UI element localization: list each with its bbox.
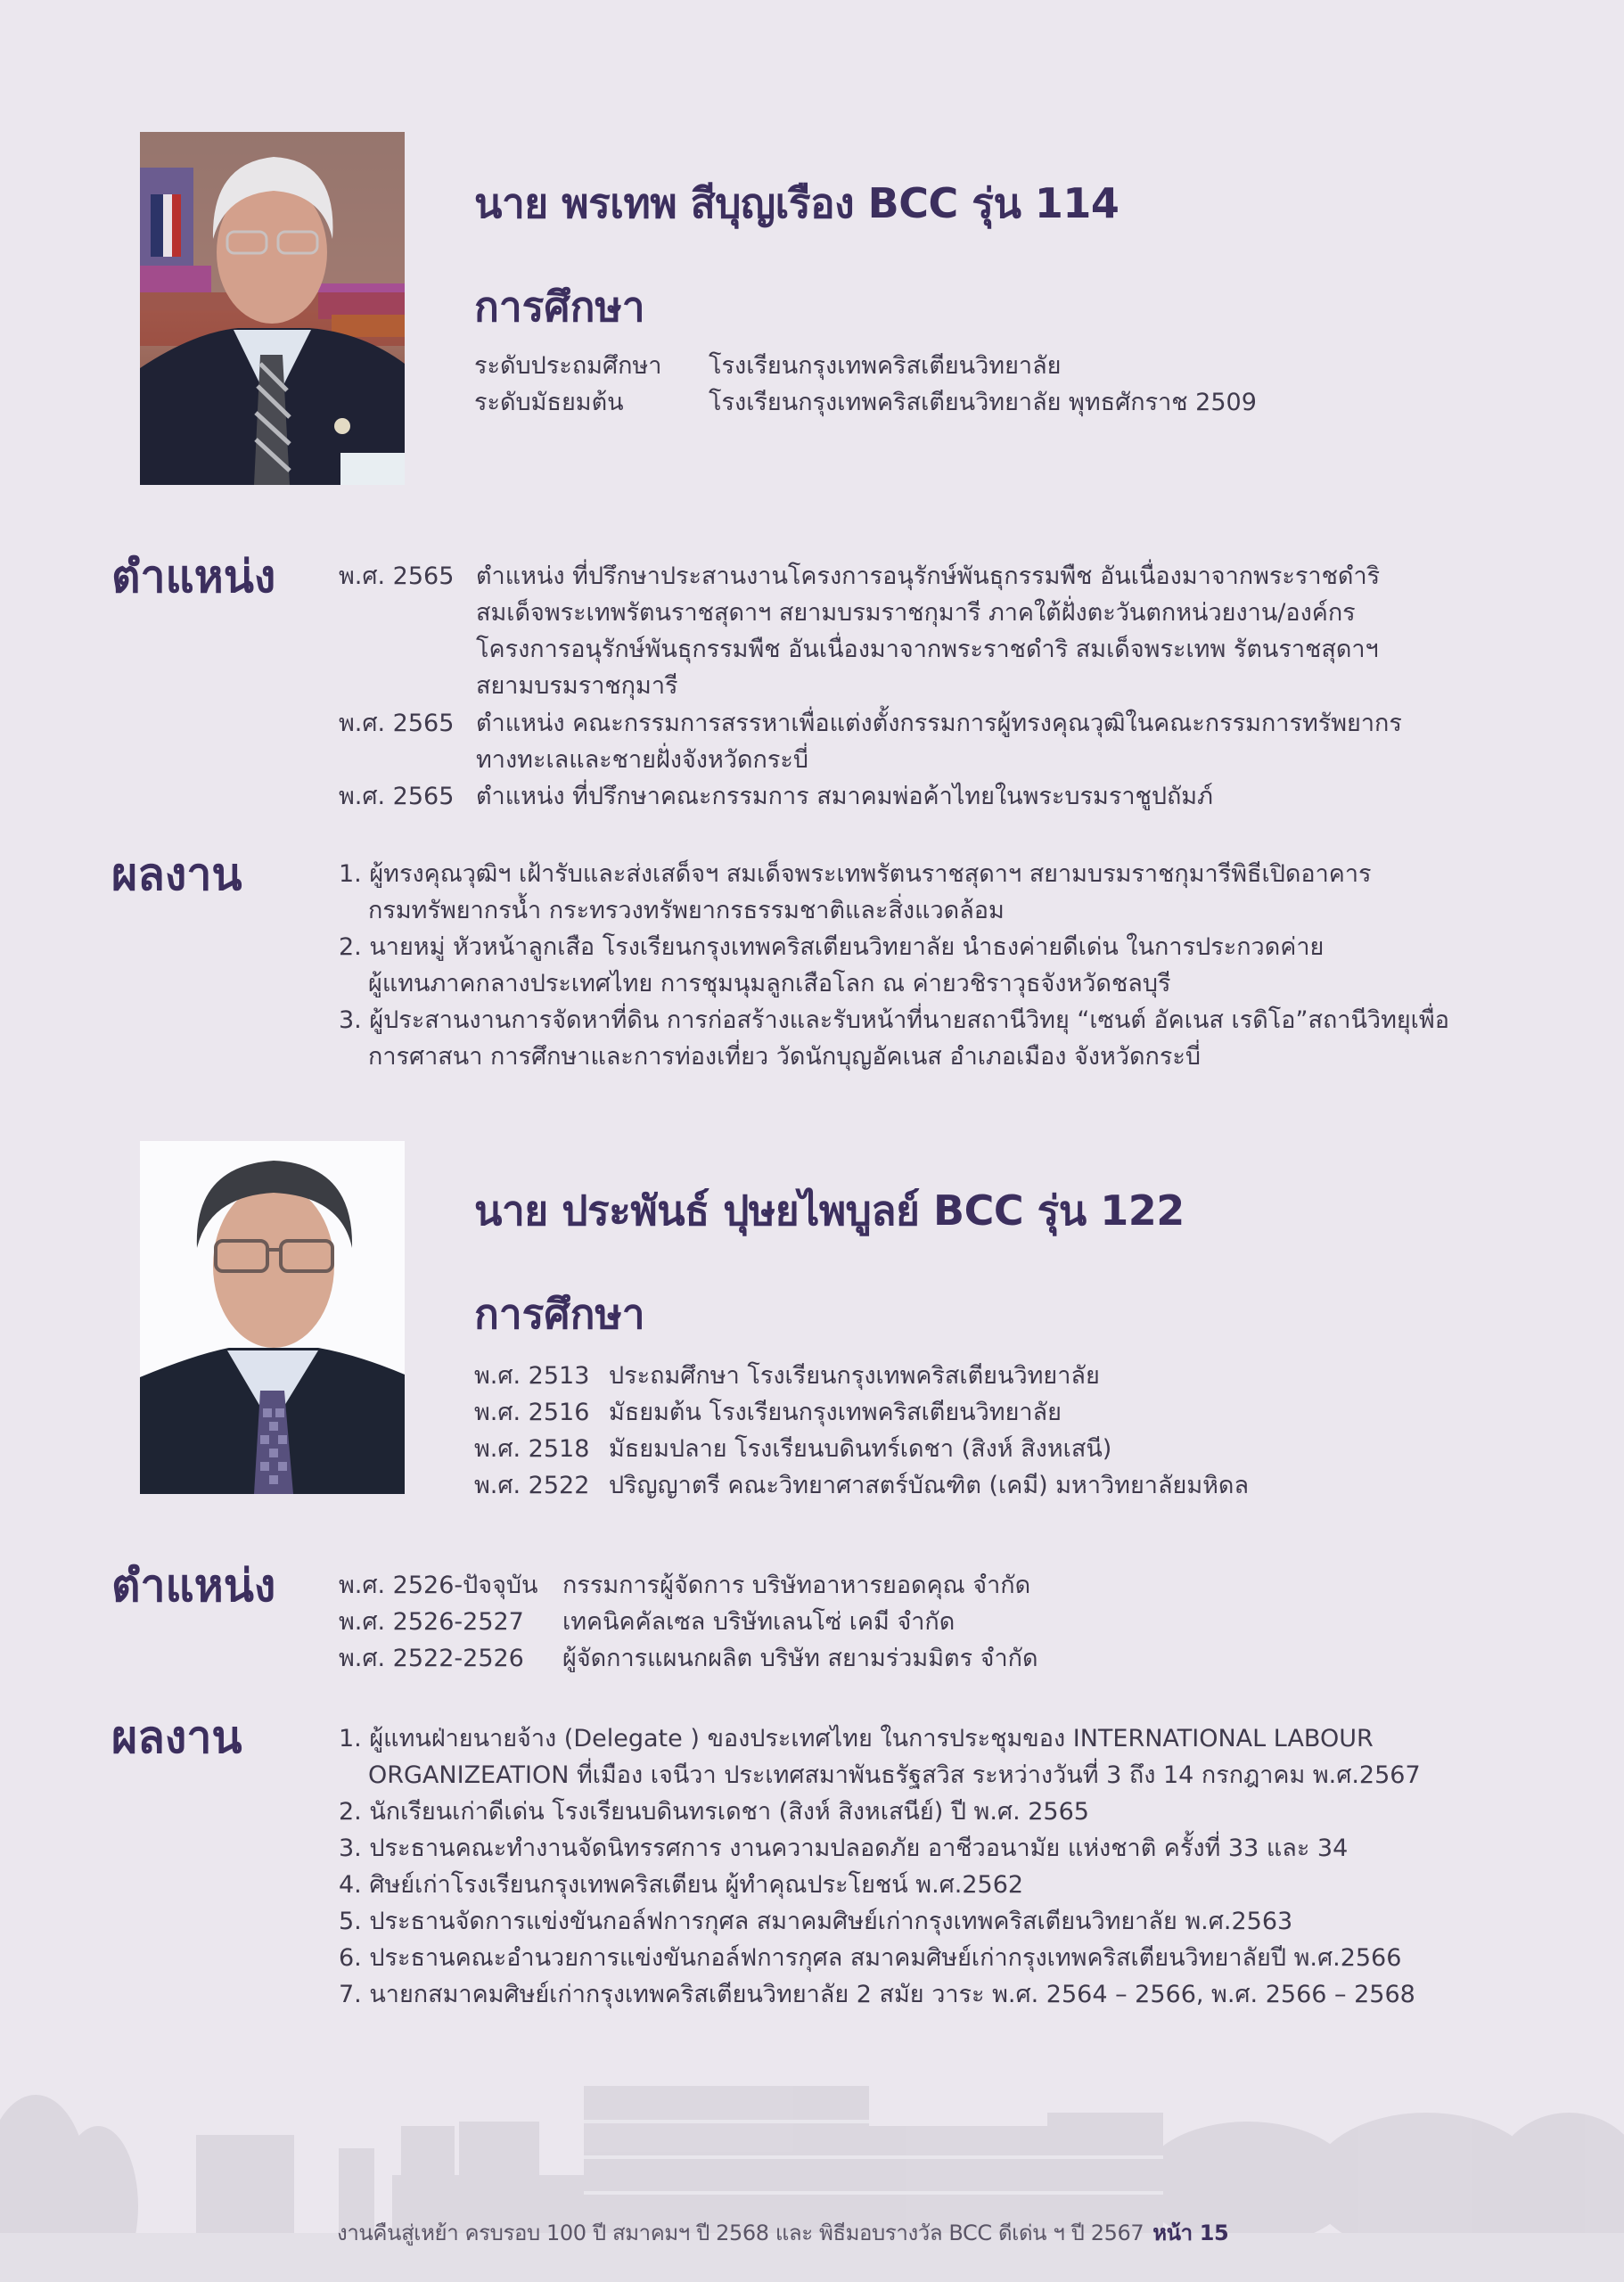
education-value: มัธยมปลาย โรงเรียนบดินทร์เดชา (สิงห์ สิงหเสนี) <box>609 1435 1112 1463</box>
position-text: ตำแหน่ง คณะกรรมการสรรหาเพื่อแต่งตั้งกรรมการผู้ทรงคุณวุฒิในคณะกรรมการทรัพยากร <box>476 710 1402 737</box>
work-item-continued: การศาสนา การศึกษาและการท่องเที่ยว วัดนักบุญอัคเนส อำเภอเมือง จังหวัดกระบี่ <box>368 1043 1201 1071</box>
education-year: พ.ศ. 2513 <box>474 1362 590 1390</box>
person-2-works-heading: ผลงาน <box>111 1712 242 1763</box>
position-text: สยามบรมราชกุมารี <box>476 672 678 700</box>
position-year: พ.ศ. 2526-ปัจจุบัน <box>339 1572 538 1599</box>
position-text: โครงการอนุรักษ์พันธุกรรมพืช อันเนื่องมาจากพระราชดำริ สมเด็จพระเทพ รัตนราชสุดาฯ <box>476 636 1379 663</box>
person-1-name: นาย พรเทพ สีบุญเรือง BCC รุ่น 114 <box>474 179 1120 227</box>
person-1-education-heading: การศึกษา <box>474 283 645 331</box>
footer <box>337 2215 1228 2250</box>
work-item: 1. ผู้แทนฝ่ายนายจ้าง (Delegate ) ของประเทศไทย ในการประชุมของ INTERNATIONAL LABOUR <box>339 1725 1374 1753</box>
education-value: โรงเรียนกรุงเทพคริสเตียนวิทยาลัย <box>709 352 1062 380</box>
position-text: กรรมการผู้จัดการ บริษัทอาหารยอดคุณ จำกัด <box>562 1572 1031 1599</box>
portrait-photo-icon <box>140 132 405 485</box>
position-year: พ.ศ. 2565 <box>339 562 455 590</box>
work-item-continued: กรมทรัพยากรน้ำ กระทรวงทรัพยากรธรรมชาติและสิ่งแวดล้อม <box>368 897 1005 924</box>
work-item: 6. ประธานคณะอำนวยการแข่งขันกอล์ฟการกุศล สมาคมศิษย์เก่ากรุงเทพคริสเตียนวิทยาลัยปี พ.ศ.2566 <box>339 1944 1402 1972</box>
page-number: หน้า 15 <box>1152 2220 1229 2245</box>
person-2-positions-heading: ตำแหน่ง <box>111 1560 276 1612</box>
position-text: ตำแหน่ง ที่ปรึกษาคณะกรรมการ สมาคมพ่อค้าไทยในพระบรมราชูปถัมภ์ <box>476 783 1213 810</box>
person-1-works-heading: ผลงาน <box>111 849 242 900</box>
position-year: พ.ศ. 2565 <box>339 710 455 737</box>
education-year: พ.ศ. 2518 <box>474 1435 590 1463</box>
position-text: ทางทะเลและชายฝั่งจังหวัดกระบี่ <box>476 746 808 774</box>
work-item: 3. ประธานคณะทำงานจัดนิทรรศการ งานความปลอดภัย อาชีวอนามัย แห่งชาติ ครั้งที่ 33 และ 34 <box>339 1835 1349 1862</box>
position-text: ผู้จัดการแผนกผลิต บริษัท สยามร่วมมิตร จำกัด <box>562 1645 1038 1672</box>
work-item: 7. นายกสมาคมศิษย์เก่ากรุงเทพคริสเตียนวิทยาลัย 2 สมัย วาระ พ.ศ. 2564 – 2566, พ.ศ. 2566 – 2568 <box>339 1981 1415 2008</box>
person-2-name: นาย ประพันธ์ ปุษยไพบูลย์ BCC รุ่น 122 <box>474 1186 1185 1235</box>
position-text: ตำแหน่ง ที่ปรึกษาประสานงานโครงการอนุรักษ์พันธุกรรมพืช อันเนื่องมาจากพระราชดำริ <box>476 562 1381 590</box>
education-value: โรงเรียนกรุงเทพคริสเตียนวิทยาลัย พุทธศักราช 2509 <box>709 389 1257 416</box>
position-year: พ.ศ. 2522-2526 <box>339 1645 524 1672</box>
education-year: พ.ศ. 2522 <box>474 1472 590 1499</box>
education-year: พ.ศ. 2516 <box>474 1399 590 1426</box>
position-year: พ.ศ. 2526-2527 <box>339 1608 524 1636</box>
education-value: มัธยมต้น โรงเรียนกรุงเทพคริสเตียนวิทยาลัย <box>609 1399 1062 1426</box>
education-value: ประถมศึกษา โรงเรียนกรุงเทพคริสเตียนวิทยาลัย <box>609 1362 1100 1390</box>
footer-event-text: งานคืนสู่เหย้า ครบรอบ 100 ปี สมาคมฯ ปี 2568 และ พิธีมอบรางวัล BCC ดีเด่น ฯ ปี 2567 <box>337 2220 1144 2245</box>
portrait-photo-icon <box>140 1141 405 1494</box>
work-item-continued: ORGANIZEATION ที่เมือง เจนีวา ประเทศสมาพันธรัฐสวิส ระหว่างวันที่ 3 ถึง 14 กรกฎาคม พ.ศ.2567 <box>368 1761 1421 1789</box>
work-item: 2. นักเรียนเก่าดีเด่น โรงเรียนบดินทรเดชา (สิงห์ สิงหเสนีย์) ปี พ.ศ. 2565 <box>339 1798 1089 1826</box>
education-label: ระดับมัธยมต้น <box>474 389 624 416</box>
person-1-positions-heading: ตำแหน่ง <box>111 551 276 603</box>
work-item: 1. ผู้ทรงคุณวุฒิฯ เฝ้ารับและส่งเสด็จฯ สมเด็จพระเทพรัตนราชสุดาฯ สยามบรมราชกุมารีพิธีเปิดอาคาร <box>339 860 1372 888</box>
position-text: เทคนิคคัลเซล บริษัทเลนโซ่ เคมี จำกัด <box>562 1608 956 1636</box>
work-item: 4. ศิษย์เก่าโรงเรียนกรุงเทพคริสเตียน ผู้ทำคุณประโยชน์ พ.ศ.2562 <box>339 1871 1024 1899</box>
person-2-education-heading: การศึกษา <box>474 1290 645 1338</box>
work-item: 2. นายหมู่ หัวหน้าลูกเสือ โรงเรียนกรุงเทพคริสเตียนวิทยาลัย นำธงค่ายดีเด่น ในการประกวดค่าย <box>339 933 1325 961</box>
position-text: สมเด็จพระเทพรัตนราชสุดาฯ สยามบรมราชกุมารี ภาคใต้ฝั่งตะวันตกหน่วยงาน/องค์กร <box>476 599 1356 627</box>
education-value: ปริญญาตรี คณะวิทยาศาสตร์บัณฑิต (เคมี) มหาวิทยาลัยมหิดล <box>609 1472 1249 1499</box>
work-item-continued: ผู้แทนภาคกลางประเทศไทย การชุมนุมลูกเสือโลก ณ ค่ายวชิราวุธจังหวัดชลบุรี <box>368 970 1171 997</box>
work-item: 5. ประธานจัดการแข่งขันกอล์ฟการกุศล สมาคมศิษย์เก่ากรุงเทพคริสเตียนวิทยาลัย พ.ศ.2563 <box>339 1908 1293 1935</box>
work-item: 3. ผู้ประสานงานการจัดหาที่ดิน การก่อสร้างและรับหน้าที่นายสถานีวิทยุ “เซนต์ อัคเนส เรดิโอ”สถานีวิทยุเพื่อ <box>339 1006 1449 1034</box>
person-2-photo <box>140 1141 405 1494</box>
education-label: ระดับประถมศึกษา <box>474 352 662 380</box>
position-year: พ.ศ. 2565 <box>339 783 455 810</box>
person-1-photo <box>140 132 405 485</box>
